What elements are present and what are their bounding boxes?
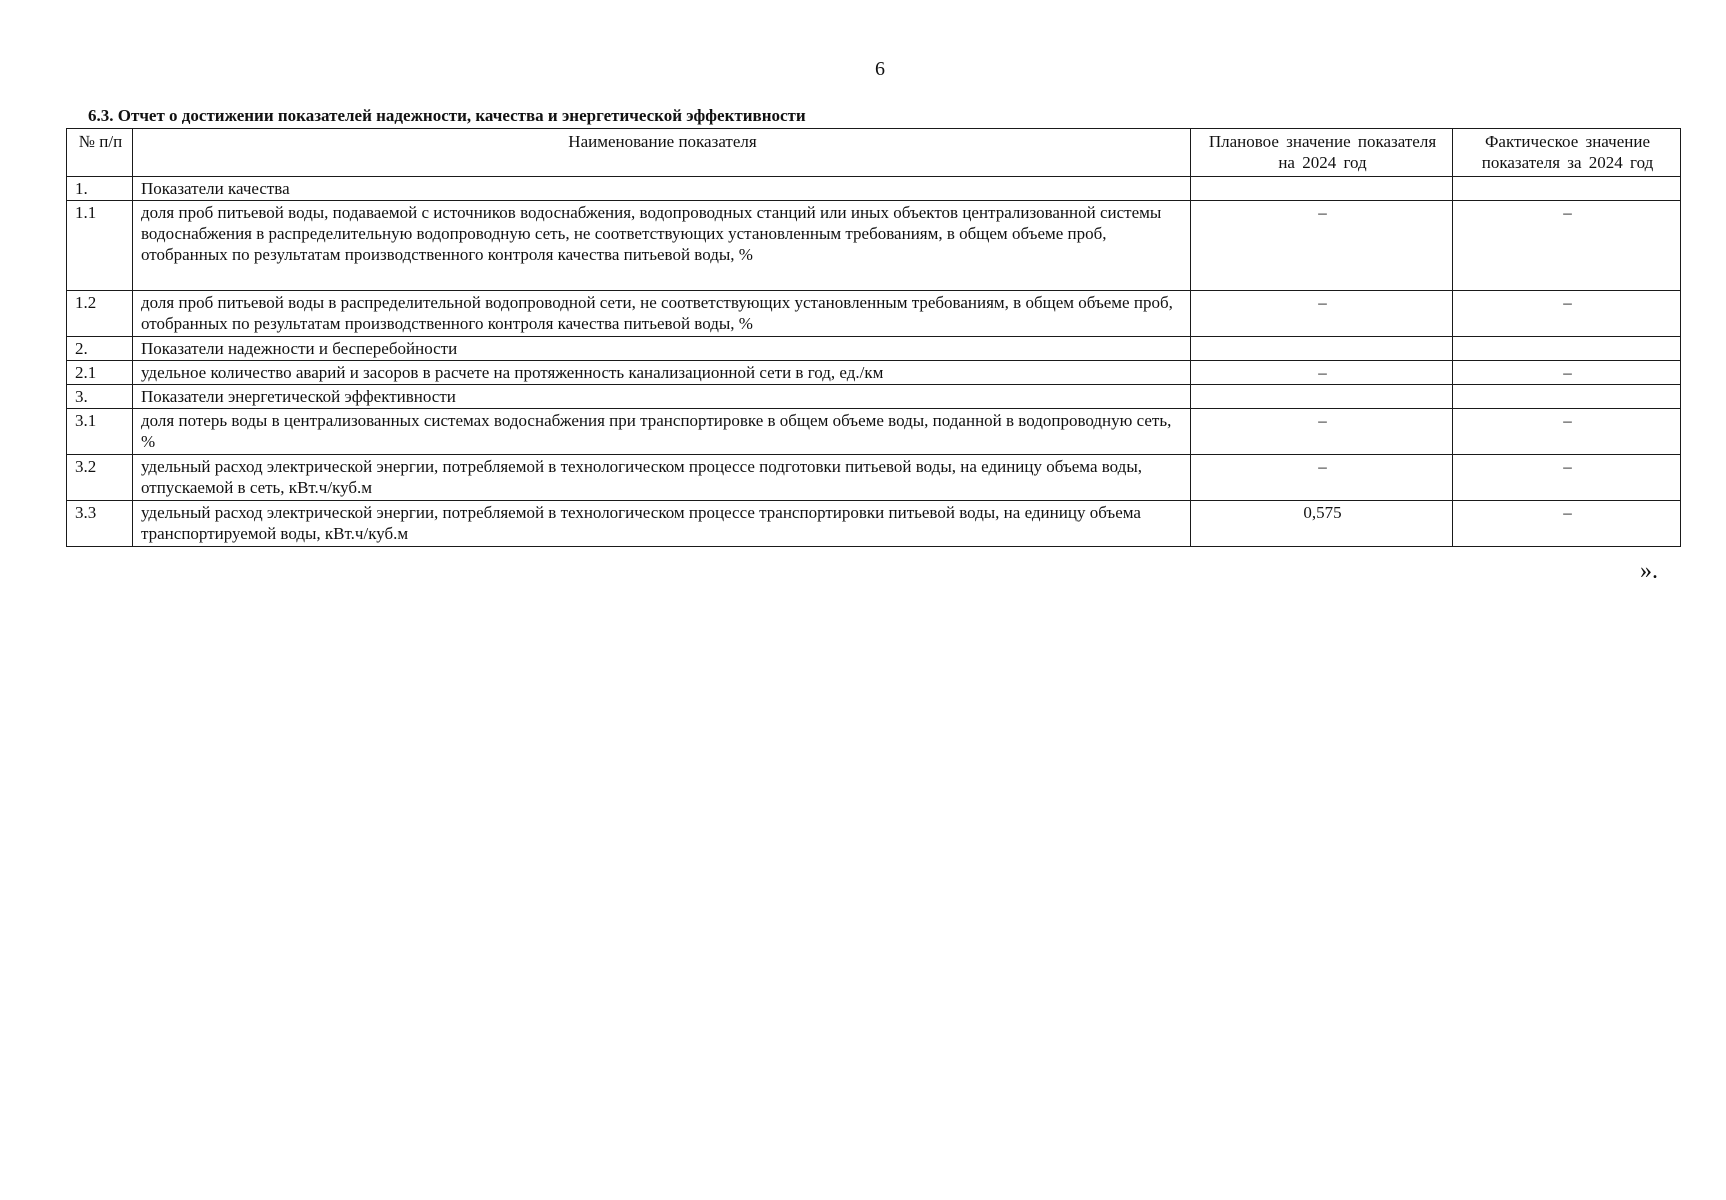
row-plan-value [1191,177,1453,201]
table-row [67,177,1681,201]
row-number: 3.3 [67,501,133,547]
table-header-row [67,129,1681,177]
row-plan-value [1191,385,1453,409]
table-row [67,501,1681,547]
row-indicator-name: удельный расход электрической энергии, потребляемой в технологическом процессе подготовки питьевой воды, на единицу объема воды, отпускаемой в сеть, кВт.ч/куб.м [133,455,1191,501]
row-indicator-name: удельное количество аварий и засоров в расчете на протяженность канализационной сети в год, ед./км [133,361,1191,385]
row-indicator-name: доля проб питьевой воды в распределительной водопроводной сети, не соответствующих установленным требованиям, в общем объеме проб, отобранных по результатам производственного контроля качества питьевой воды, % [133,291,1191,337]
row-fact-value [1453,337,1681,361]
row-fact-value: – [1453,201,1681,291]
row-plan-value: 0,575 [1191,501,1453,547]
header-number: № п/п [67,129,133,177]
row-indicator-name: доля проб питьевой воды, подаваемой с источников водоснабжения, водопроводных станций или иных объектов централизованной системы водоснабжения в распределительную водопроводную сеть, не соответствующих установленным требованиям, в общем объеме проб, отобранных по результатам производственного контроля качества питьевой воды, % [133,201,1191,291]
row-indicator-name: доля потерь воды в централизованных системах водоснабжения при транспортировке в общем объеме воды, поданной в водопроводную сеть, % [133,409,1191,455]
row-number: 1.2 [67,291,133,337]
row-number: 3.1 [67,409,133,455]
row-number: 3.2 [67,455,133,501]
row-number: 1. [67,177,133,201]
table-row [67,361,1681,385]
closing-quote-mark: ». [1640,558,1658,584]
row-indicator-name: удельный расход электрической энергии, потребляемой в технологическом процессе транспортировки питьевой воды, на единицу объема транспортируемой воды, кВт.ч/куб.м [133,501,1191,547]
row-fact-value: – [1453,291,1681,337]
header-fact-value: Фактическое значение показателя за 2024 год [1453,129,1681,177]
table-row [67,337,1681,361]
table-row [67,291,1681,337]
row-fact-value [1453,385,1681,409]
row-number: 2. [67,337,133,361]
table-row [67,385,1681,409]
table-row [67,455,1681,501]
page-number: 6 [875,58,885,80]
row-plan-value [1191,337,1453,361]
row-indicator-name: Показатели энергетической эффективности [133,385,1191,409]
row-plan-value: – [1191,361,1453,385]
row-plan-value: – [1191,201,1453,291]
row-plan-value: – [1191,455,1453,501]
row-number: 1.1 [67,201,133,291]
row-plan-value: – [1191,291,1453,337]
section-title: 6.3. Отчет о достижении показателей надежности, качества и энергетической эффективности [88,106,806,125]
row-indicator-name: Показатели надежности и бесперебойности [133,337,1191,361]
row-fact-value: – [1453,409,1681,455]
table-row [67,201,1681,291]
header-plan-value: Плановое значение показателя на 2024 год [1191,129,1453,177]
row-fact-value: – [1453,361,1681,385]
row-number: 3. [67,385,133,409]
header-indicator-name: Наименование показателя [133,129,1191,177]
row-fact-value: – [1453,501,1681,547]
row-indicator-name: Показатели качества [133,177,1191,201]
row-number: 2.1 [67,361,133,385]
row-fact-value: – [1453,455,1681,501]
row-plan-value: – [1191,409,1453,455]
table-row [67,409,1681,455]
indicators-table [66,128,1681,547]
row-fact-value [1453,177,1681,201]
